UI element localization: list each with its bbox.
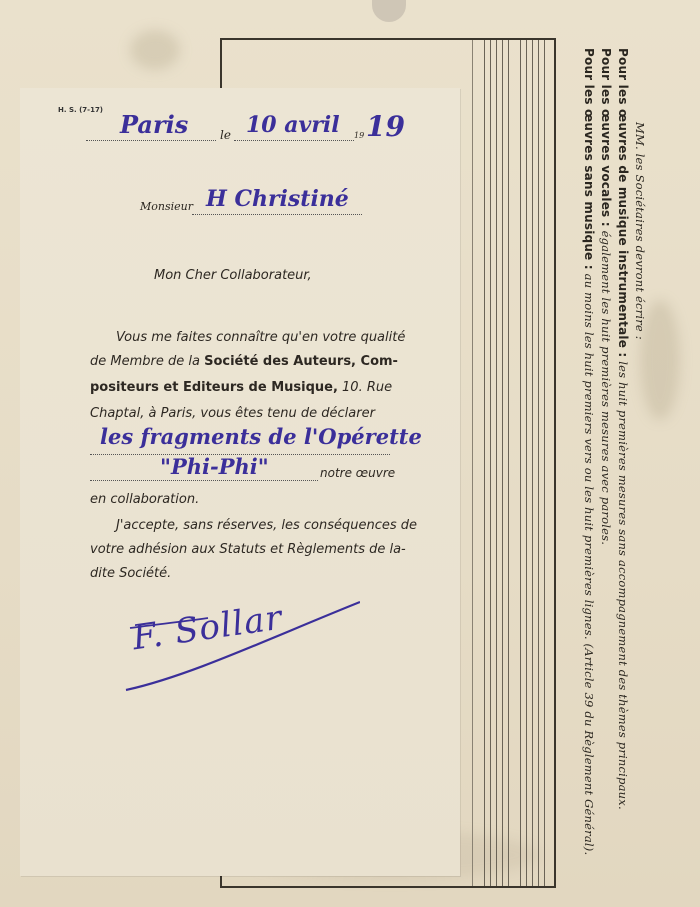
side-note-line4: Pour les œuvres sans musique : au moins les huit premiers vers ou les huit premières lignes. (Article 39 du Règlement Général). bbox=[582, 48, 596, 856]
para2-line2: votre adhésion aux Statuts et Règlements de la- bbox=[90, 542, 406, 557]
para2-line3: dite Société. bbox=[90, 566, 172, 581]
year-prefix: 19 bbox=[354, 131, 365, 140]
para1-line2: de Membre de la Société des Auteurs, Com- bbox=[90, 354, 398, 369]
signature bbox=[120, 598, 360, 698]
para1-line3: positeurs et Editeurs de Musique, 10. Rue bbox=[90, 380, 393, 395]
greeting: Mon Cher Collaborateur, bbox=[154, 268, 312, 283]
en-collaboration: en collaboration. bbox=[90, 492, 200, 507]
work-handwritten-line1: les fragments de l'Opérette bbox=[100, 424, 422, 449]
side-note-line3: Pour les œuvres vocales : également les huit premières mesures avec paroles. bbox=[599, 48, 613, 546]
work-handwritten-line2: "Phi-Phi" bbox=[160, 454, 269, 479]
para1-line1: Vous me faites connaître qu'en votre qualité bbox=[116, 330, 406, 345]
form-code: H. S. (7-17) bbox=[58, 106, 104, 114]
para2-line1: J'accepte, sans réserves, les conséquences de bbox=[116, 518, 418, 533]
place-handwritten: Paris bbox=[120, 110, 189, 139]
signature-text: F. Sollar bbox=[129, 597, 286, 659]
side-note-line1: MM. les Sociétaires devront écrire : bbox=[633, 122, 647, 340]
notre-oeuvre: notre œuvre bbox=[320, 466, 396, 480]
recipient-handwritten: H Christiné bbox=[206, 186, 349, 212]
declaration-slip bbox=[20, 88, 460, 876]
date-le: le bbox=[220, 128, 231, 142]
signature-flourish bbox=[120, 598, 360, 698]
side-note-line2: Pour les œuvres de musique instrumentale : les huit premières mesures sans accompagnement des thèmes principaux. bbox=[616, 48, 630, 810]
monsieur-label: Monsieur bbox=[140, 200, 193, 213]
para1-line4: Chaptal, à Paris, vous êtes tenu de déclarer bbox=[90, 406, 375, 421]
date-handwritten: 10 avril bbox=[246, 112, 340, 138]
year-handwritten: 19 bbox=[366, 110, 405, 143]
